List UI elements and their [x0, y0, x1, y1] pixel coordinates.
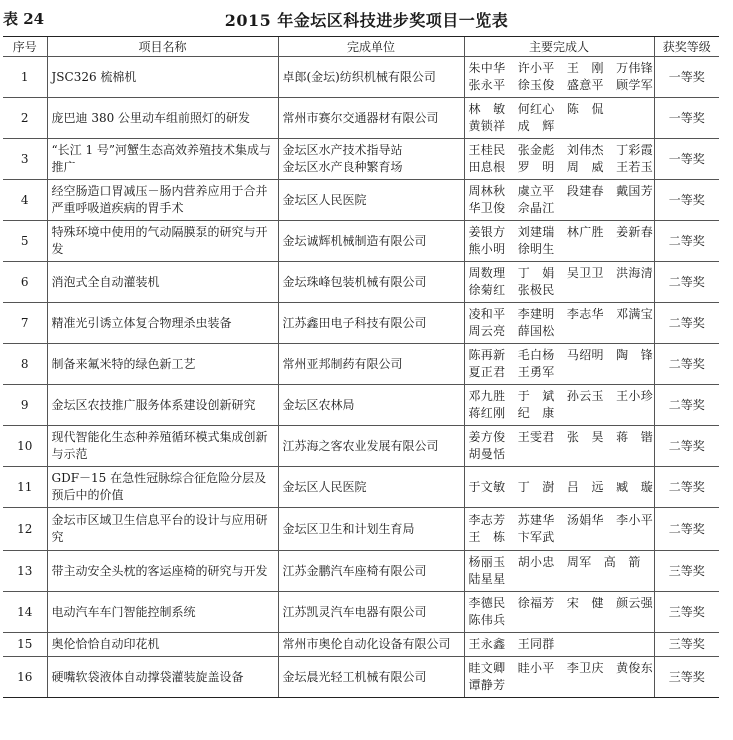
award-level: 二等奖 [654, 508, 719, 551]
completing-unit [278, 221, 464, 262]
contributors-line: 田息根 罗 明 周 威 王若玉 [468, 160, 654, 174]
unit-line: 金坛区卫生和计划生育局 [282, 521, 415, 536]
contributors-line: 陆星星 [468, 572, 506, 586]
project-name: 电动汽车车门智能控制系统 [47, 592, 278, 633]
completing-unit [278, 385, 464, 426]
row-number: 16 [3, 657, 47, 698]
project-name: 硬嘴软袋液体自动撑袋灌装旋盖设备 [47, 657, 278, 698]
unit-line: 江苏凯灵汽车电器有限公司 [282, 604, 427, 619]
table-row [3, 467, 719, 508]
table-caption [0, 0, 733, 36]
completing-unit [278, 139, 464, 180]
table-row [3, 221, 719, 262]
contributors-line: 凌和平 李建明 李志华 邓满宝 [468, 307, 654, 321]
table-row [3, 57, 719, 98]
completing-unit [278, 98, 464, 139]
table-row [3, 98, 719, 139]
project-name: 奥伦恰恰自动印花机 [47, 633, 278, 657]
contributors-line: 徐菊红 张极民 [468, 283, 555, 297]
row-number: 13 [3, 551, 47, 592]
contributors-line: 夏正君 王勇军 [468, 365, 555, 379]
row-number: 5 [3, 221, 47, 262]
unit-line: 江苏海之客农业发展有限公司 [282, 438, 439, 453]
project-name: 制备来氟米特的绿色新工艺 [47, 344, 278, 385]
unit-line: 常州市奥伦自动化设备有限公司 [282, 637, 451, 651]
contributors-line: 蒋红刚 纪 康 [468, 406, 555, 420]
row-number: 11 [3, 467, 47, 508]
header-unit: 完成单位 [278, 37, 464, 57]
completing-unit [278, 344, 464, 385]
award-level: 二等奖 [654, 467, 719, 508]
unit-line: 江苏鑫田电子科技有限公司 [282, 315, 427, 330]
table-row [3, 657, 719, 698]
table-row [3, 508, 719, 551]
award-level: 一等奖 [654, 98, 719, 139]
table-row [3, 426, 719, 467]
table-row [3, 592, 719, 633]
project-name: 消泡式全自动灌装机 [47, 262, 278, 303]
row-number: 1 [3, 57, 47, 98]
main-contributors [464, 344, 654, 385]
table-body [3, 57, 719, 698]
contributors-line: 眭文卿 眭小平 李卫庆 黄俊东 [468, 661, 654, 675]
contributors-line: 王永鑫 王同群 [468, 637, 555, 651]
award-level: 二等奖 [654, 262, 719, 303]
row-number: 4 [3, 180, 47, 221]
header-no: 序号 [3, 37, 47, 57]
contributors-line: 陈再新 毛白杨 马绍明 陶 锋 [468, 348, 654, 362]
awards-table [3, 36, 719, 698]
contributors-line: 杨丽玉 胡小忠 周军 高 箭 [468, 555, 641, 569]
contributors-line: 华卫俊 佘晶江 [468, 201, 555, 215]
main-contributors [464, 551, 654, 592]
row-number: 2 [3, 98, 47, 139]
completing-unit [278, 551, 464, 592]
table-number: 表 24 [3, 10, 45, 28]
header-level: 获奖等级 [654, 37, 719, 57]
contributors-line: 于文敏 丁 澍 吕 远 臧 璇 [468, 479, 654, 494]
contributors-line: 黄锁祥 成 辉 [468, 119, 555, 133]
table-row [3, 551, 719, 592]
completing-unit [278, 180, 464, 221]
award-level: 一等奖 [654, 180, 719, 221]
award-level: 三等奖 [654, 633, 719, 657]
contributors-line: 姜方俊 王雯君 张 昊 蒋 锴 [468, 430, 654, 444]
unit-line: 卓郎(金坛)纺织机械有限公司 [282, 69, 436, 84]
completing-unit [278, 633, 464, 657]
award-level: 三等奖 [654, 657, 719, 698]
contributors-line: 周云亮 薛国松 [468, 324, 555, 338]
unit-line: 常州市赛尔交通器材有限公司 [282, 110, 439, 125]
project-name: 带主动安全头枕的客运座椅的研究与开发 [47, 551, 278, 592]
completing-unit [278, 426, 464, 467]
project-name: “长江 1 号”河蟹生态高效养殖技术集成与推广 [47, 139, 278, 180]
contributors-line: 张永平 徐玉俊 盛意平 顾学军 [468, 78, 654, 92]
table-row [3, 139, 719, 180]
main-contributors [464, 426, 654, 467]
unit-line: 金坛区人民医院 [282, 479, 367, 494]
main-contributors [464, 180, 654, 221]
completing-unit [278, 262, 464, 303]
completing-unit [278, 57, 464, 98]
completing-unit [278, 592, 464, 633]
contributors-line: 王桂民 张金彪 刘伟杰 丁彩霞 [468, 143, 654, 157]
award-level: 二等奖 [654, 385, 719, 426]
main-contributors [464, 633, 654, 657]
unit-line: 江苏金鹏汽车座椅有限公司 [282, 563, 427, 578]
contributors-line: 邓九胜 于 斌 孙云玉 王小珍 [468, 389, 654, 403]
main-contributors [464, 221, 654, 262]
contributors-line: 李德民 徐福芳 宋 健 颜云强 [468, 596, 654, 610]
award-level: 三等奖 [654, 551, 719, 592]
header-people: 主要完成人 [464, 37, 654, 57]
award-level: 三等奖 [654, 592, 719, 633]
project-name: 现代智能化生态种养殖循环模式集成创新与示范 [47, 426, 278, 467]
unit-line: 金坛诚辉机械制造有限公司 [282, 233, 427, 248]
main-contributors [464, 467, 654, 508]
contributors-line: 李志芳 苏建华 汤娟华 李小平 [468, 513, 654, 527]
table-row [3, 303, 719, 344]
row-number: 9 [3, 385, 47, 426]
award-level: 二等奖 [654, 221, 719, 262]
main-contributors [464, 262, 654, 303]
contributors-line: 林 敏 何红心 陈 侃 [468, 102, 604, 116]
project-name: JSC326 梳棉机 [47, 57, 278, 98]
contributors-line: 周数理 丁 娟 吴卫卫 洪海清 [468, 266, 654, 280]
row-number: 7 [3, 303, 47, 344]
main-contributors [464, 385, 654, 426]
award-level: 二等奖 [654, 303, 719, 344]
award-level: 二等奖 [654, 426, 719, 467]
table-row [3, 262, 719, 303]
table-row [3, 344, 719, 385]
unit-line: 金坛区水产良种繁育场 [282, 160, 403, 174]
row-number: 14 [3, 592, 47, 633]
row-number: 6 [3, 262, 47, 303]
contributors-line: 朱中华 许小平 王 刚 万伟锋 [468, 61, 654, 75]
unit-line: 金坛区农林局 [282, 397, 355, 412]
row-number: 12 [3, 508, 47, 551]
project-name: 金坛市区域卫生信息平台的设计与应用研究 [47, 508, 278, 551]
project-name: 特殊环境中使用的气动隔膜泵的研究与开发 [47, 221, 278, 262]
main-contributors [464, 303, 654, 344]
unit-line: 金坛区水产技术指导站 [282, 143, 403, 157]
row-number: 15 [3, 633, 47, 657]
contributors-line: 陈伟兵 [468, 613, 506, 627]
row-number: 10 [3, 426, 47, 467]
completing-unit [278, 508, 464, 551]
project-name: 精准光引诱立体复合物理杀虫装备 [47, 303, 278, 344]
unit-line: 金坛珠峰包装机械有限公司 [282, 274, 427, 289]
table-row [3, 633, 719, 657]
unit-line: 常州亚邦制药有限公司 [282, 356, 403, 371]
row-number: 8 [3, 344, 47, 385]
main-contributors [464, 592, 654, 633]
award-level: 二等奖 [654, 344, 719, 385]
award-level: 一等奖 [654, 139, 719, 180]
table-row [3, 180, 719, 221]
main-contributors [464, 57, 654, 98]
main-contributors [464, 508, 654, 551]
header-project-name: 项目名称 [47, 37, 278, 57]
table-title: 2015 年金坛区科技进步奖项目一览表 [224, 11, 509, 30]
main-contributors [464, 657, 654, 698]
table-row [3, 385, 719, 426]
completing-unit [278, 303, 464, 344]
completing-unit [278, 657, 464, 698]
contributors-line: 周林秋 虞立平 段建春 戴国芳 [468, 184, 654, 198]
award-level: 一等奖 [654, 57, 719, 98]
row-number: 3 [3, 139, 47, 180]
contributors-line: 胡曼恬 [468, 447, 506, 461]
contributors-line: 谭静芳 [468, 678, 506, 692]
main-contributors [464, 139, 654, 180]
contributors-line: 熊小明 徐明生 [468, 242, 555, 256]
header-row [3, 37, 719, 57]
unit-line: 金坛区人民医院 [282, 192, 367, 207]
contributors-line: 王 栋 卞军武 [468, 530, 555, 544]
contributors-line: 姜银方 刘建瑞 林广胜 姜新春 [468, 225, 654, 239]
project-name: 庞巴迪 380 公里动车组前照灯的研发 [47, 98, 278, 139]
main-contributors [464, 98, 654, 139]
project-name: 经空肠造口胃减压－肠内营养应用于合并严重呼吸道疾病的胃手术 [47, 180, 278, 221]
unit-line: 金坛晨光轻工机械有限公司 [282, 669, 427, 684]
completing-unit [278, 467, 464, 508]
project-name: GDF－15 在急性冠脉综合征危险分层及预后中的价值 [47, 467, 278, 508]
project-name: 金坛区农技推广服务体系建设创新研究 [47, 385, 278, 426]
